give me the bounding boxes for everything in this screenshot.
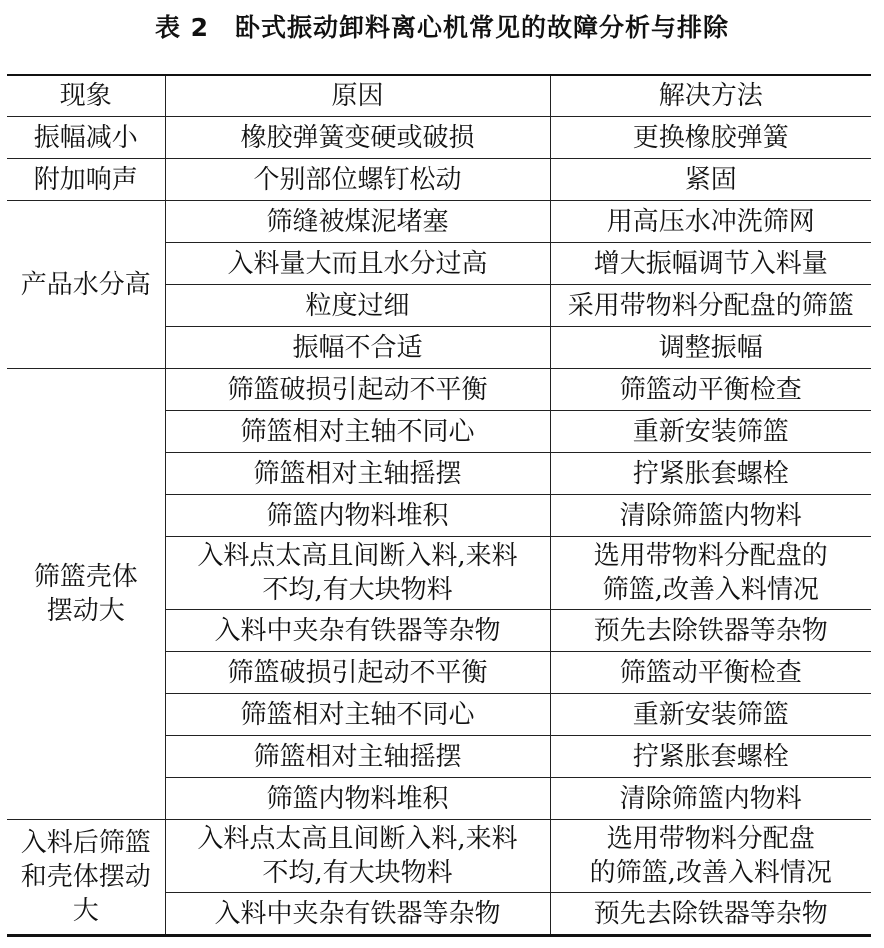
solution-cell: 选用带物料分配盘的 筛篮,改善入料情况: [550, 537, 871, 610]
solution-cell: 更换橡胶弹簧: [550, 117, 871, 159]
table-row: [7, 820, 871, 893]
solution-cell: 紧固: [550, 159, 871, 201]
cause-cell: 筛缝被煤泥堵塞: [165, 201, 550, 243]
solution-cell: 清除筛篮内物料: [550, 778, 871, 820]
solution-cell: 用高压水冲洗筛网: [550, 201, 871, 243]
cause-cell: 粒度过细: [165, 285, 550, 327]
table-row: [7, 159, 871, 201]
fault-analysis-table: [7, 74, 871, 937]
cause-cell: 振幅不合适: [165, 327, 550, 369]
phenomenon-cell: 入料后筛篮 和壳体摆动 大: [7, 820, 165, 936]
header-row: [7, 75, 871, 117]
solution-cell: 采用带物料分配盘的筛篮: [550, 285, 871, 327]
phenomenon-cell: 筛篮壳体 摆动大: [7, 369, 165, 820]
table-title: 表 2 卧式振动卸料离心机常见的故障分析与排除: [154, 13, 730, 42]
solution-cell: 预先去除铁器等杂物: [550, 893, 871, 936]
table-row: [7, 369, 871, 411]
cause-cell: 入料量大而且水分过高: [165, 243, 550, 285]
cause-cell: 筛篮内物料堆积: [165, 778, 550, 820]
cause-cell: 橡胶弹簧变硬或破损: [165, 117, 550, 159]
table-row: [7, 201, 871, 243]
phenomenon-cell: 附加响声: [7, 159, 165, 201]
phenomenon-cell: 产品水分高: [7, 201, 165, 369]
solution-cell: 选用带物料分配盘 的筛篮,改善入料情况: [550, 820, 871, 893]
solution-cell: 拧紧胀套螺栓: [550, 453, 871, 495]
cause-cell: 入料点太高且间断入料,来料 不均,有大块物料: [165, 537, 550, 610]
header-solution: 解决方法: [550, 75, 871, 117]
solution-cell: 重新安装筛篮: [550, 411, 871, 453]
cause-cell: 入料中夹杂有铁器等杂物: [165, 610, 550, 652]
solution-cell: 重新安装筛篮: [550, 694, 871, 736]
cause-cell: 筛篮相对主轴摇摆: [165, 453, 550, 495]
cause-cell: 个别部位螺钉松动: [165, 159, 550, 201]
solution-cell: 清除筛篮内物料: [550, 495, 871, 537]
cause-cell: 入料点太高且间断入料,来料 不均,有大块物料: [165, 820, 550, 893]
cause-cell: 筛篮相对主轴摇摆: [165, 736, 550, 778]
cause-cell: 入料中夹杂有铁器等杂物: [165, 893, 550, 936]
cause-cell: 筛篮破损引起动不平衡: [165, 652, 550, 694]
table-row: [7, 117, 871, 159]
solution-cell: 筛篮动平衡检查: [550, 369, 871, 411]
solution-cell: 拧紧胀套螺栓: [550, 736, 871, 778]
solution-cell: 筛篮动平衡检查: [550, 652, 871, 694]
phenomenon-cell: 振幅减小: [7, 117, 165, 159]
header-cause: 原因: [165, 75, 550, 117]
solution-cell: 调整振幅: [550, 327, 871, 369]
header-phenomenon: 现象: [7, 75, 165, 117]
cause-cell: 筛篮相对主轴不同心: [165, 411, 550, 453]
cause-cell: 筛篮破损引起动不平衡: [165, 369, 550, 411]
table-body: [7, 117, 871, 936]
table-container: [7, 74, 871, 937]
cause-cell: 筛篮内物料堆积: [165, 495, 550, 537]
solution-cell: 增大振幅调节入料量: [550, 243, 871, 285]
solution-cell: 预先去除铁器等杂物: [550, 610, 871, 652]
cause-cell: 筛篮相对主轴不同心: [165, 694, 550, 736]
